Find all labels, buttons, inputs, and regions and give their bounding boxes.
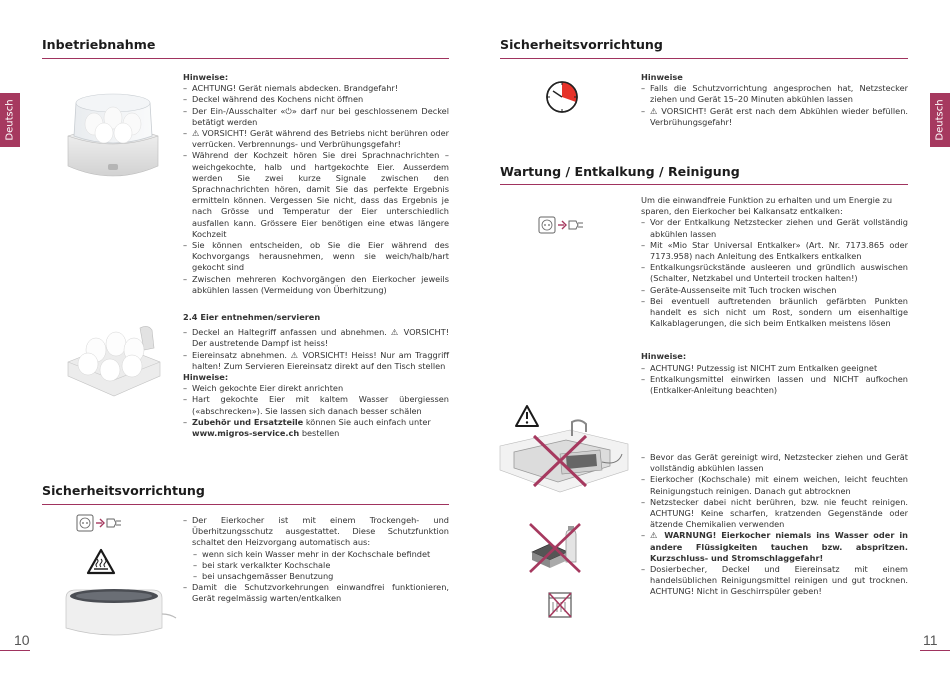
list-item: – Weich gekochte Eier direkt anrichten [183,383,449,394]
service-link[interactable]: www.migros-service.ch [192,428,300,439]
list-item: – Vor der Entkalkung Netzstecker ziehen und Gerät vollständig abkühlen lassen [641,217,908,239]
section-rule [42,58,449,59]
hinweise-heading: Hinweise: [183,372,229,383]
hinweise-heading: Hinweise: [641,351,687,362]
list-item: – Damit die Schutzvorkehrungen einwandfrei funktionieren, Gerät regelmässig warten/entkalken [183,582,449,604]
subsection-title: 2.4 Eier entnehmen/servieren [183,312,321,322]
list-item: – Deckel an Haltegriff anfassen und abnehmen. ⚠ VORSICHT! Der austretende Dampf ist heiss! [183,327,449,349]
list-item: – Der Ein-/Ausschalter «⏻» darf nur bei geschlossenem Deckel betätigt werden [183,106,449,128]
zubehoer-text: können Sie auch einfach unter [303,416,431,427]
list-item: – Entkalkungsrückstände ausleeren und gründlich auswischen (Schalter, Netzkabel und Unterteil trocken halten!) [641,262,908,284]
sub-list-item: – wenn sich kein Wasser mehr in der Kochschale befindet [183,549,449,560]
inbetriebnahme-text [183,72,449,296]
side-tab-label: Deutsch [4,99,16,141]
hot-surface-warning-icon [86,548,116,575]
unplug-icon [538,216,590,234]
list-item: – Entkalkungsmittel einwirken lassen und NICHT aufkochen (Entkalker-Anleitung beachten) [641,374,908,396]
list-item: – Bevor das Gerät gereinigt wird, Netzstecker ziehen und Gerät vollständig abkühlen lassen [641,452,908,474]
section-title-wartung: Wartung / Entkalkung / Reinigung [500,164,740,179]
list-item: – Während der Kochzeit hören Sie drei Sprachnachrichten – weichgekochte, halb und hartgekochte Eier. Ausserdem werden Sie zwei kurze Signale zwischen den Sprachnachrichten hören, damit Sie das perfekte Ergebnis ermitteln können. Vergessen Sie nicht, dass das Ergebnis je nach Grösse und Temperatur der Eier unterschiedlich ausfallen kann. Grössere Eier benötigen eine etwas längere Kochzeit [183,150,449,240]
unplug-icon [76,514,128,532]
warning-list-item [641,530,908,564]
hinweise-heading: Hinweise: [183,72,229,82]
sicherheitsvorrichtung-right-text [641,72,908,128]
list-item: – Geräte-Aussenseite mit Tuch trocken wischen [641,285,908,296]
eier-entnehmen-text [183,312,449,439]
list-item: – Netzstecker dabei nicht berühren, bzw. nie feucht reinigen. ACHTUNG! Keine scharfen, kratzenden Gegenstände oder ätzende Chemikalien verwenden [641,497,908,531]
egg-cooker-lid-icon [58,78,168,188]
page-number-rule-left [0,650,30,651]
section-title-sicherheitsvorrichtung-right: Sicherheitsvorrichtung [500,37,663,52]
page-number-rule-right [920,650,950,651]
zubehoer-bold: Zubehör und Ersatzteile [192,416,304,427]
list-item: – ACHTUNG! Putzessig ist NICHT zum Entkalken geeignet [641,363,908,374]
list-item: – Eierkocher (Kochschale) mit einem weichen, leicht feuchten Reinigungstuch reinigen. Danach gut abtrocknen [641,474,908,496]
list-item: – Der Eierkocher ist mit einem Trockengeh- und Überhitzungsschutz ausgestattet. Diese Schutzfunktion schaltet den Heizvorgang automatisch aus: [183,515,449,549]
list-item: – Bei eventuell auftretenden bräunlich gefärbten Punkten handelt es sich nicht um Rost, sondern um eisenhaltige Kalkablagerungen, die sich beim Entkalken meistens lösen [641,296,908,330]
reinigung-text [641,452,908,598]
section-rule [500,184,908,185]
section-title-inbetriebnahme: Inbetriebnahme [42,37,156,52]
egg-cooker-base-icon [58,580,178,642]
warning-icon [514,404,540,428]
sub-list-item: – bei unsachgemässer Benutzung [183,571,449,582]
no-abrasive-cleaner-icon [528,522,582,574]
sicherheitsvorrichtung-left-text [183,515,449,605]
egg-tray-icon [62,318,167,398]
warning-text: WARNUNG! Eierkocher niemals ins Wasser oder in andere Flüssigkeiten tauchen bzw. abspritzen. Kurzschluss- und Stromschlaggefahr! [650,530,908,563]
list-item-zubehoer [183,417,449,439]
section-title-sicherheitsvorrichtung-left: Sicherheitsvorrichtung [42,483,205,498]
side-tab-language-right [930,93,950,147]
sub-list-item: – bei stark verkalkter Kochschale [183,560,449,571]
section-rule [500,58,908,59]
page-number-right: 11 [923,632,938,648]
wartung-text [641,195,908,396]
side-tab-language-left [0,93,20,147]
list-item: – ⚠ VORSICHT! Gerät während des Betriebs nicht berühren oder verrücken. Verbrennungs- und Verbrühungsgefahr! [183,128,449,150]
list-item: – Sie können entscheiden, ob Sie die Eier während des Kochvorgangs herausnehmen, wenn sie weich/halb/hart gekocht sind [183,240,449,274]
list-item: – Deckel während des Kochens nicht öffnen [183,94,449,105]
list-item: – Mit «Mio Star Universal Entkalker» (Art. Nr. 7173.865 oder 7173.958) nach Anleitung des Entkalkers entkalken [641,240,908,262]
no-dishwasher-icon [548,592,572,618]
list-item: – Eiereinsatz abnehmen. ⚠ VORSICHT! Heiss! Nur am Traggriff halten! Zum Servieren Eiereinsatz direkt auf den Tisch stellen [183,350,449,372]
zubehoer-end: bestellen [299,428,340,439]
intro-paragraph: Um die einwandfreie Funktion zu erhalten und um Energie zu sparen, den Eierkocher bei Kalkansatz entkalken: [641,195,893,217]
page-number-left: 10 [14,632,30,648]
list-item: – Dosierbecher, Deckel und Eiereinsatz mit einem handelsüblichen Reinigungsmittel reinigen und gut trocknen. ACHTUNG! Nicht in Geschirrspüler geben! [641,564,908,598]
list-item: – ⚠ VORSICHT! Gerät erst nach dem Abkühlen wieder befüllen. Verbrühungsgefahr! [641,106,908,128]
warning-prefix: ⚠ [650,530,665,541]
list-item: – Falls die Schutzvorrichtung angesprochen hat, Netzstecker ziehen und Gerät 15–20 Minuten abkühlen lassen [641,83,908,105]
hinweise-heading: Hinweise [641,72,683,82]
list-item: – ACHTUNG! Gerät niemals abdecken. Brandgefahr! [183,83,449,94]
timer-icon [544,79,580,115]
section-rule [42,504,449,505]
list-item: – Hart gekochte Eier mit kaltem Wasser übergiessen («abschrecken»). Sie lassen sich danach besser schälen [183,394,449,416]
list-item: – Zwischen mehreren Kochvorgängen den Eierkocher jeweils abkühlen lassen (Vermeidung von Überhitzung) [183,274,449,296]
side-tab-label: Deutsch [934,99,946,141]
no-water-sink-icon [500,426,630,496]
